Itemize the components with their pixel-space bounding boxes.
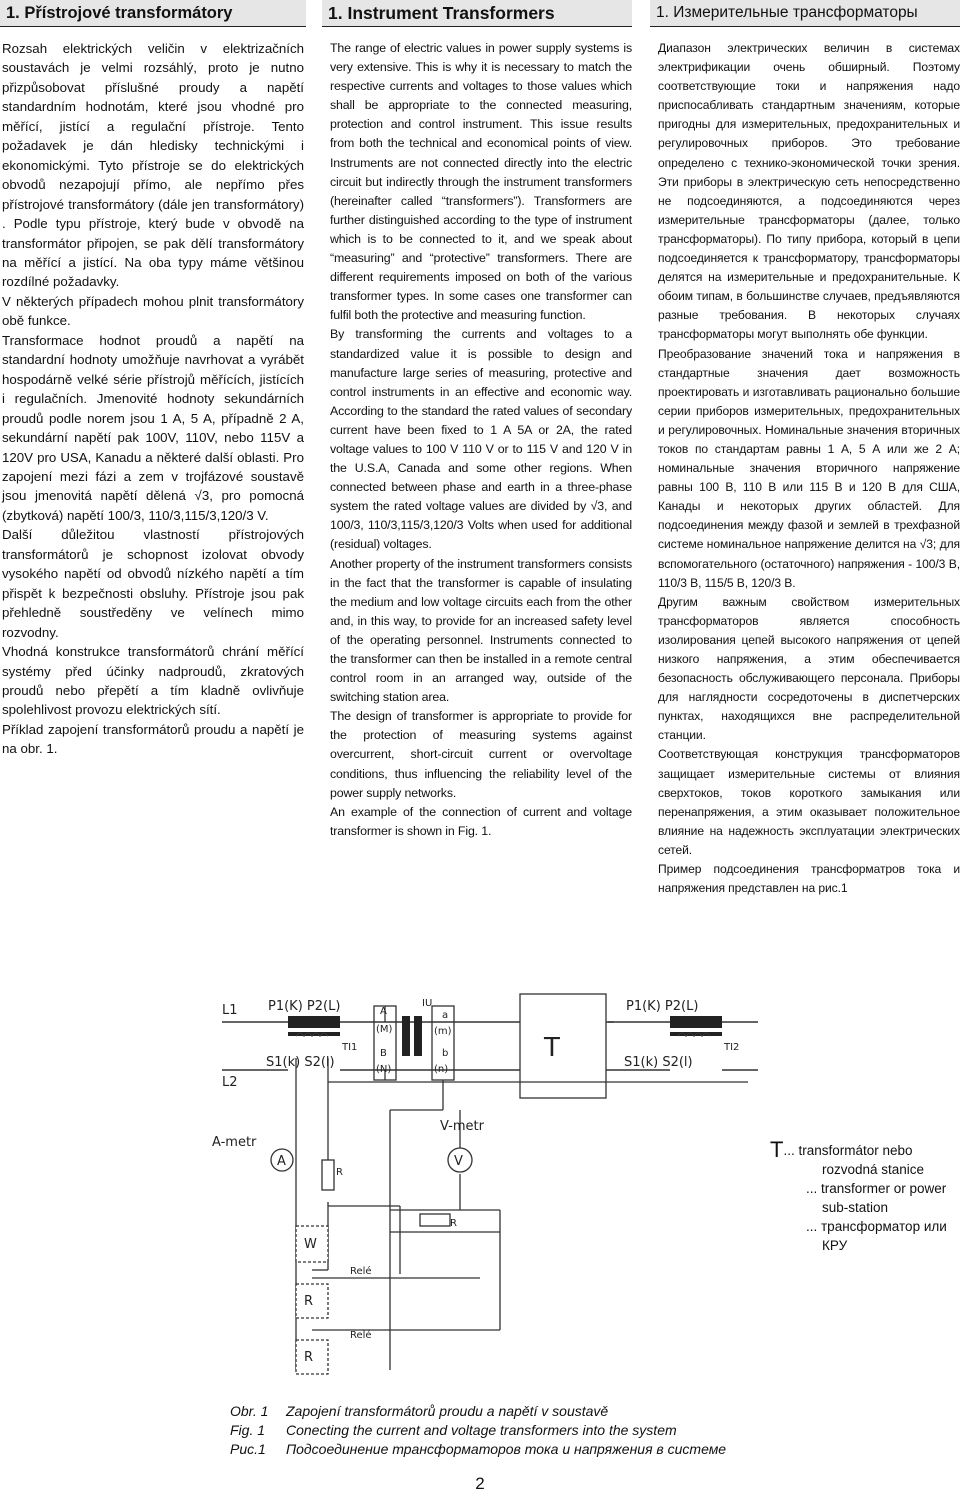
- current-transformer-2: [670, 1016, 722, 1036]
- legend-line-6: КРУ: [822, 1238, 848, 1253]
- vt-n-small-label: (n): [434, 1064, 449, 1075]
- wattmeter-symbol: W: [304, 1237, 317, 1252]
- body-czech: [0, 39, 306, 759]
- paragraph: Диапазон электрических величин в системах электрификации очень обширный. Поэтому соответствующие токи и напряжения надо приспосабливать стандартным значениям, которые пригодны для измерительных, предохранительных и регулировочных приборов. Это требование определено с технико-экономической точки зрения. Эти приборы в электрическую сеть непосредственно не подсоединяются, а подсоединяются через измерительные трансформаторы (далее, только трансформаторы). По типу прибора, который в цепи подсоединяется к трансформатору, трансформаторы делятся на измерительные и предохранительные. К обоим типам, в большинстве случаев, предъявляются разные требования. В некоторых случаях трансформаторы могут выполнять обе функции.: [658, 41, 960, 342]
- paragraph: V některých případech mohou plnit transformátory obě funkce.: [2, 293, 304, 329]
- caption-row-en: [230, 1421, 726, 1440]
- resistor-2: [420, 1214, 450, 1226]
- diagram-svg: [200, 970, 760, 1400]
- voltmeter: [440, 1119, 485, 1172]
- resistor-1: [322, 1160, 334, 1190]
- voltage-transformer: [374, 1006, 454, 1370]
- column-czech: [0, 0, 306, 759]
- ct2-secondary-label: S1(k) S2(l): [624, 1055, 693, 1070]
- legend-symbol: T: [770, 1137, 784, 1162]
- line-l2-label: L2: [222, 1075, 238, 1090]
- caption-text: Zapojení transformátorů proudu a napětí v soustavě: [286, 1403, 609, 1419]
- column-english: [322, 0, 632, 841]
- caption-text: Conecting the current and voltage transformers into the system: [286, 1422, 677, 1438]
- relay-2-label: Relé: [350, 1330, 372, 1341]
- caption-label: Obr. 1: [230, 1403, 269, 1419]
- vt-a-small-label: a: [442, 1010, 449, 1021]
- line-l1-label: L1: [222, 1003, 238, 1018]
- ammeter-symbol: A: [277, 1154, 286, 1169]
- wattmeter: [296, 1226, 328, 1262]
- paragraph: By transforming the currents and voltages to a standardized value it is possible to design and manufacture large series of measuring, protective and control instruments in an effective and economic way. According to the standard the rated values of secondary current have been fixed to 1 A 5A or 2A, the rated voltage values to 100 V 110 V or to 115 V and 120 V in the U.S.A, Canada and some other regions. When connected between phase and earth in a three-phase system the rated voltage values are divided by √3, and 100/3, 110/3,115/3,120/3 Volts when used for additional (residual) voltages.: [330, 327, 632, 552]
- vt-m-label: (M): [376, 1024, 393, 1035]
- relay-1-symbol: R: [304, 1294, 314, 1309]
- legend-line-4: sub-station: [822, 1200, 889, 1215]
- vt-n-label: (N): [376, 1064, 392, 1075]
- paragraph: Другим важным свойством измерительных трансформаторов является способность изолирования цепей высокого напряжения от цепей низкого напряжения, а этим обеспечивается безопасность обслуживающего персонала. Приборы для наглядности сосредоточены в диспетчерских пунктах, находящихся вне распределительной станции.: [658, 594, 960, 743]
- legend-line-5: ... трансформатор или: [806, 1219, 947, 1234]
- vt-b-label: B: [380, 1048, 387, 1059]
- relay-1-label: Relé: [350, 1266, 372, 1277]
- vt-iu-label: IU: [422, 998, 433, 1009]
- legend-line-1: ... transformátor nebo: [783, 1143, 913, 1158]
- vt-b-small-label: b: [442, 1048, 449, 1059]
- heading-english: 1. Instrument Transformers: [322, 0, 632, 27]
- paragraph: Transformace hodnot proudů a napětí na standardní hodnoty umožňuje navrhovat a vyrábět hospodárně velké série přístrojů měřících, jistících i regulačních. Jmenovité hodnoty sekundárních proudů podle norem jsou 1 A, 5 A, případně 2 A, sekundární napětí pak 100V, 110V, nebo 115V a 120V pro USA, Kanadu a některé další oblasti. Pro zapojení mezi fázi a zem v trojfázové soustavě jsou jmenovitá napětí dělená √3, pro pomocná (zbytková) napětí 100/3, 110/3,115/3,120/3 V.: [2, 332, 304, 523]
- legend-line-3: ... transformer or power: [806, 1181, 947, 1196]
- paragraph: Rozsah elektrických veličin v elektrizačních soustavách je velmi rozsáhlý, proto je nutno přizpůsobovat příslušné proudy a napětí standardním hodnotám, které jsou vhodné pro měřící, jistící a regulační přístroje. Tento požadavek je dán hledisky technickými i ekonomickými. Tyto přístroje se do elektrických obvodů nezapojují přímo, ale nepřímo přes přístrojové transformátory (dále jen transformátory) . Podle typu přístroje, který bude v obvodě na transformátor připojen, se pak dělí transformátory na měřící a jistící. Na oba typy máme většinou rozdílné požadavky.: [2, 41, 304, 290]
- relay-2-symbol: R: [304, 1350, 314, 1365]
- paragraph: Преобразование значений тока и напряжения в стандартные значения дает возможность проектировать и изготавливать рационально большие серии приборов измерительных, предохранительных и регулировочных. Номинальные значения вторичных токов по стандартам равны 1 А, 5 А или же 2 А; номинальные значения вторичного напряжение равны 100 В, 110 В или 115 В и 120 В для США, Канады и некоторых других областей. Для подсоединения между фазой и землей в трехфазной системе номинальное напряжение делится на √3; для вспомогательного (остаточного) напряжения - 100/3 В, 110/3 В, 115/5 В, 120/3 В.: [658, 346, 960, 590]
- caption-label: Fig. 1: [230, 1422, 266, 1438]
- paragraph: Další důležitou vlastností přístrojových transformátorů je schopnost izolovat obvody vysokého napětí od obvodů nízkého napětí a tím přispět k bezpečnosti obsluhy. Přístroje jsou pak přehledně soustředěny ve velínech mimo rozvodny.: [2, 527, 304, 640]
- paragraph: Vhodná konstrukce transformátorů chrání měřící systémy před účinky nadproudů, zkratových proudů nebo přepětí a tím kladně ovlivňuje spolehlivost provozu elektrických sítí.: [2, 644, 304, 718]
- caption-row-ru: [230, 1440, 726, 1459]
- ammeter-label: A-metr: [212, 1135, 257, 1150]
- paragraph: An example of the connection of current and voltage transformer is shown in Fig. 1.: [330, 804, 632, 838]
- ct1-primary-label: P1(K) P2(L): [268, 999, 341, 1014]
- paragraph: Příklad zapojení transformátorů proudu a napětí je na obr. 1.: [2, 721, 304, 757]
- voltmeter-label: V-metr: [440, 1119, 484, 1134]
- page-number: 2: [475, 1474, 485, 1493]
- ct2-primary-label: P1(K) P2(L): [626, 999, 699, 1014]
- resistor-1-label: R: [336, 1167, 343, 1178]
- heading-russian: 1. Измерительные трансформаторы: [650, 0, 960, 27]
- figure-captions: [230, 1402, 726, 1459]
- body-english: [322, 39, 632, 841]
- vt-m-small-label: (m): [434, 1026, 452, 1037]
- wiring-diagram: [200, 970, 760, 1400]
- paragraph: The range of electric values in power supply systems is very extensive. This is why it is necessary to match the respective currents and voltages to those values which shall be appropriate to the connected measuring, protection and control instrument. This issue results from both the technical and economical points of view. Instruments are not connected directly into the electric circuit but indirectly through the instrument transformers (hereinafter called “transformers”). Transformers are further distinguished according to the type of instrument which is to be connected to it, and we speak about “measuring” and “protective” transformers. There are different requirements imposed on both of the various transformer types. In some cases one transformer can fulfil both the protective and measuring function.: [330, 41, 632, 323]
- ct1-name: TI1: [342, 1042, 358, 1053]
- resistor-2-label: R: [450, 1218, 457, 1229]
- legend-line-2: rozvodná stanice: [822, 1162, 925, 1177]
- paragraph: Another property of the instrument transformers consists in the fact that the transformer is capable of insulating the medium and low voltage circuits each from the other and, in this way, to provide for an increased safety level of the operating personnel. Instruments connected to the transformer can then be installed in a remote central control room in an arranged way, outside of the switching station area.: [330, 556, 632, 705]
- paragraph: Пример подсоединения трансформатров тока и напряжения представлен на рис.1: [658, 862, 960, 896]
- vt-a-label: A: [380, 1006, 387, 1017]
- heading-czech: 1. Přístrojové transformátory: [0, 0, 306, 27]
- ct2-name: TI2: [724, 1042, 740, 1053]
- relay-1: [296, 1265, 372, 1318]
- body-russian: [650, 39, 960, 898]
- diagram-legend: [770, 1137, 960, 1255]
- relay-2: [296, 1329, 372, 1374]
- paragraph: The design of transformer is appropriate to provide for the protection of measuring systems against overcurrent, short-circuit current or overvoltage conditions, thus influencing the reliability level of the power supply networks.: [330, 709, 632, 800]
- caption-label: Рис.1: [230, 1441, 266, 1457]
- caption-row-cz: [230, 1402, 726, 1421]
- caption-text: Подсоединение трансформаторов тока и напряжения в системе: [286, 1441, 727, 1457]
- ammeter: [212, 1135, 293, 1171]
- station-label: T: [544, 1033, 560, 1063]
- voltmeter-symbol: V: [454, 1154, 463, 1169]
- paragraph: Соответствующая конструкция трансформаторов защищает измерительные системы от влияния сверхтоков, токов короткого замыкания или перенапряжения, а этим оказывает положительное влияние на надежность эксплуатации электрических сетей.: [658, 747, 960, 857]
- column-russian: [650, 0, 960, 898]
- ct1-secondary-label: S1(k) S2(l): [266, 1055, 335, 1070]
